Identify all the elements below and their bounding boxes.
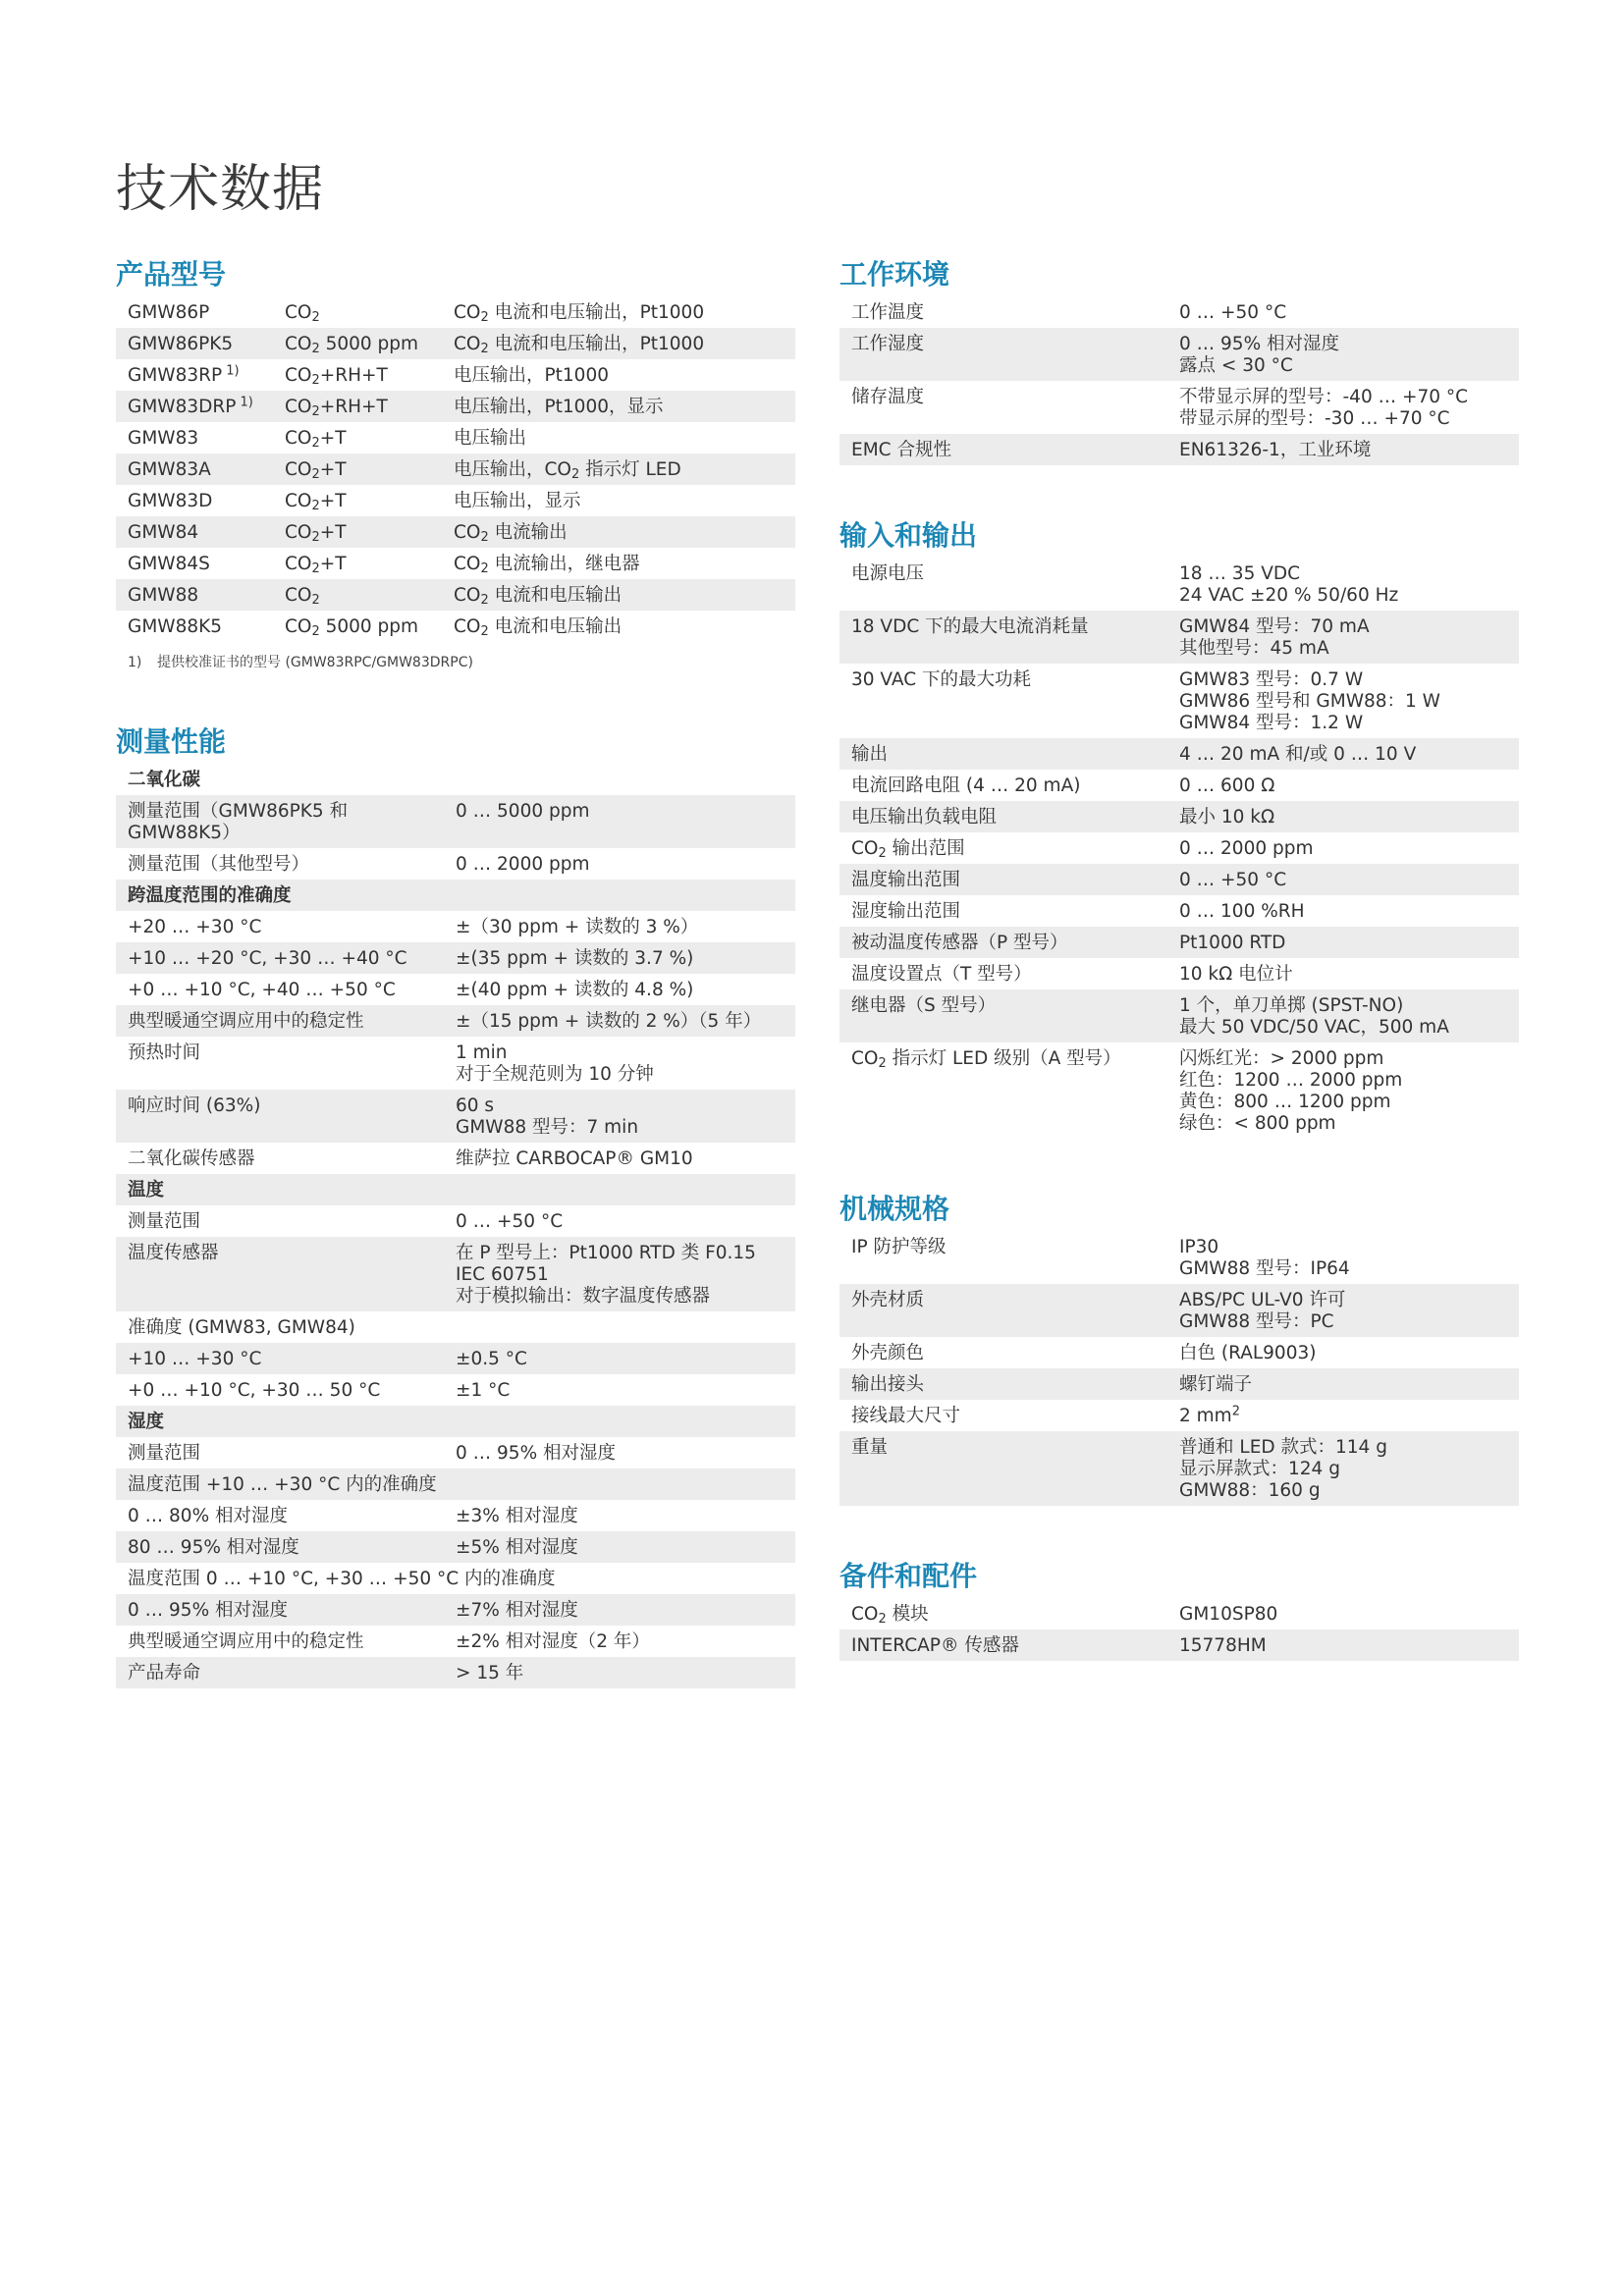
table-row [839,1598,1519,1629]
row-label: +10 … +30 °C [116,1343,444,1374]
row-value: 0 … 2000 ppm [456,854,590,875]
row-label: 测量范围 [128,1443,201,1464]
table-row [116,1037,795,1090]
row-label: 80 … 95% 相对湿度 [116,1531,444,1563]
row-label: 外壳材质 [839,1284,1167,1337]
row-label: EMC 合规性 [839,434,1167,465]
row-label: +10 … +20 °C, +30 … +40 °C [116,942,444,974]
mechanical-table [839,1231,1519,1506]
row-label: 产品寿命 [116,1657,444,1688]
table-row [116,1531,795,1563]
row-label: 电流回路电阻 (4 … 20 mA) [851,775,1081,796]
table-row [839,1400,1519,1431]
table-row [839,1629,1519,1661]
row-label: 测量范围（其他型号） [128,854,310,875]
row-value: GM10SP80 [1179,1604,1278,1625]
row-label: +20 … +30 °C [128,917,262,937]
table-row [839,664,1519,738]
row-label: 工作湿度 [839,328,1167,381]
table-row [116,1343,795,1374]
row-value: 白色 (RAL9003) [1179,1343,1317,1363]
row-value: ±0.5 °C [444,1343,795,1374]
row-value: 0 … 100 %RH [1179,901,1305,922]
row-label: 温度范围 0 … +10 °C, +30 … +50 °C 内的准确度 [128,1569,556,1589]
environment-section [839,253,1519,465]
row-label: 温度传感器 [116,1237,444,1311]
table-row [116,296,795,328]
table-row [116,485,795,516]
table-row [116,516,795,548]
row-label: 电压输出负载电阻 [839,801,1167,832]
table-row [116,359,795,391]
row-label: IP 防护等级 [851,1237,947,1257]
row-label: $CO_2$ 输出范围 [851,838,965,862]
row-label: 输出接头 [839,1368,1167,1400]
table-row [116,1005,795,1037]
table-row [116,1500,795,1531]
row-label: INTERCAP® 传感器 [839,1629,1167,1661]
table-row [116,1563,795,1594]
row-label: 预热时间 [128,1042,201,1063]
row-value: ±3% 相对湿度 [456,1506,578,1526]
subheading-humidity: 湿度 [116,1406,795,1437]
row-value: 18 … 35 VDC 24 VAC ±20 % 50/60 Hz [1179,563,1399,606]
model-gas: $CO_2$ [285,302,320,326]
section-title-product-models: 产品型号 [116,258,227,291]
section-title-accessories: 备件和配件 [839,1560,978,1592]
table-row [116,911,795,942]
footnote [128,654,795,671]
model-gas: $CO_2+T$ [273,516,442,548]
row-value: 4 … 20 mA 和/或 0 … 10 V [1167,738,1519,770]
row-value: 在 P 型号上：Pt1000 RTD 类 F0.15 IEC 60751 对于模拟输出：数字温度传感器 [444,1237,795,1311]
row-label: 温度设置点（T 型号） [851,964,1032,985]
table-row [839,895,1519,927]
row-value: 0 … 2000 ppm [1179,838,1314,859]
row-label: 典型暖通空调应用中的稳定性 [116,1005,444,1037]
subheading-co2: 二氧化碳 [128,770,201,790]
model-name: GMW86PK5 [116,328,273,359]
row-value: 0 … 600 Ω [1179,775,1275,796]
section-title-measurement: 测量性能 [116,725,227,758]
row-value: ABS/PC UL-V0 许可 GMW88 型号：PC [1167,1284,1519,1337]
row-value: 维萨拉 CARBOCAP® GM10 [456,1148,693,1169]
model-name: GMW83 [128,428,199,449]
model-name: GMW83A [116,454,273,485]
table-row [839,296,1519,328]
table-row [116,974,795,1005]
model-gas: $CO_2$ 5000 ppm [285,616,419,640]
row-value: 0 … 5000 ppm [444,795,795,848]
model-description: $CO_2$ 电流和电压输出 [442,579,795,611]
row-label: 湿度输出范围 [851,901,961,922]
table-row [116,1468,795,1500]
row-value: GMW84 型号：70 mA 其他型号：45 mA [1167,611,1519,664]
measurement-section [116,721,795,1688]
model-description: 电压输出 [454,428,527,449]
row-value: ±（30 ppm + 读数的 3 %） [456,917,699,937]
row-value: ±1 °C [456,1380,511,1401]
table-row [116,1205,795,1237]
table-row [839,328,1519,381]
io-section [839,514,1519,1139]
model-gas: $CO_2+T$ [285,428,347,452]
table-row [116,1657,795,1688]
footnote-text: 提供校准证书的型号 (GMW83RPC/GMW83DRPC) [157,655,473,670]
model-description: 电压输出，Pt1000，显示 [442,391,795,422]
table-row [116,422,795,454]
row-value: > 15 年 [444,1657,795,1688]
table-row [839,864,1519,895]
row-value: ±(40 ppm + 读数的 4.8 %) [456,980,694,1000]
row-value: 2 $mm^2$ [1179,1404,1240,1426]
row-value: 1 个，单刀单掷 (SPST-NO) 最大 50 VDC/50 VAC，500 mA [1167,989,1519,1042]
model-description: $CO_2$ 电流输出，继电器 [454,554,640,577]
model-gas: $CO_2+T$ [285,491,347,514]
section-title-environment: 工作环境 [839,258,950,291]
model-gas: $CO_2+T$ [285,554,347,577]
model-description: 电压输出，$CO_2$ 指示灯 LED [442,454,795,485]
row-label: 0 … 80% 相对湿度 [128,1506,289,1526]
table-row [839,434,1519,465]
row-value: Pt1000 RTD [1167,927,1519,958]
table-row [116,1594,795,1626]
model-name: GMW88K5 [128,616,223,637]
table-row [839,1231,1519,1284]
row-value: 1 min 对于全规范则为 10 分钟 [456,1042,654,1085]
table-row [116,1174,795,1205]
accessories-table [839,1598,1519,1661]
page-title: 技术数据 [116,160,325,219]
row-value: 0 … 95% 相对湿度 露点 < 30 °C [1167,328,1519,381]
model-description: $CO_2$ 电流和电压输出，Pt1000 [442,328,795,359]
row-label: 被动温度传感器（P 型号） [839,927,1167,958]
model-name: GMW83RP $^{1)}$ [128,363,240,386]
row-label: 测量范围 [128,1211,201,1232]
row-value: ±5% 相对湿度 [444,1531,795,1563]
row-label: 响应时间 (63%) [116,1090,444,1143]
model-description: $CO_2$ 电流和电压输出，Pt1000 [454,302,705,326]
table-row [116,880,795,911]
table-row [839,801,1519,832]
model-gas: $CO_2$ 5000 ppm [273,328,442,359]
table-row [116,1626,795,1657]
model-name: GMW88 [116,579,273,611]
row-value: 螺钉端子 [1167,1368,1519,1400]
model-description: $CO_2$ 电流输出 [442,516,795,548]
table-row [839,738,1519,770]
row-label: 测量范围（GMW86PK5 和 GMW88K5） [116,795,444,848]
right-column [839,253,1519,1661]
table-row [839,958,1519,989]
row-value: 0 … +50 °C [1179,302,1287,323]
row-label: 典型暖通空调应用中的稳定性 [128,1631,364,1652]
row-value: 普通和 LED 款式：114 g 显示屏款式：124 g GMW88：160 g [1167,1431,1519,1506]
row-label: 继电器（S 型号） [839,989,1167,1042]
row-value: IP30 GMW88 型号：IP64 [1179,1237,1350,1279]
row-value: 闪烁红光：> 2000 ppm 红色：1200 … 2000 ppm 黄色：800 … 1200 ppm 绿色：< 800 ppm [1179,1048,1403,1134]
row-value: ±（15 ppm + 读数的 2 %）（5 年） [444,1005,795,1037]
row-label: 温度输出范围 [839,864,1167,895]
row-label: +0 … +10 °C, +40 … +50 °C [128,980,396,1000]
environment-table [839,296,1519,465]
section-title-io: 输入和输出 [839,519,978,552]
row-label: 重量 [839,1431,1167,1506]
row-label: 二氧化碳传感器 [128,1148,255,1169]
row-value: 最小 10 kΩ [1167,801,1519,832]
model-description: $CO_2$ 电流和电压输出 [454,616,623,640]
left-column [116,253,795,1688]
table-row [116,942,795,974]
table-row [839,1284,1519,1337]
row-value: 0 … +50 °C [1167,864,1519,895]
row-value: ±7% 相对湿度 [444,1594,795,1626]
model-name: GMW83DRP $^{1)}$ [116,391,273,422]
table-row [839,381,1519,434]
mechanical-section [839,1188,1519,1506]
model-name: GMW84 [116,516,273,548]
accessories-section [839,1555,1519,1661]
row-label: 电源电压 [851,563,925,584]
table-row [839,1042,1519,1139]
row-value: EN61326-1，工业环境 [1167,434,1519,465]
model-description: 电压输出，Pt1000 [454,365,609,386]
row-label: 输出 [839,738,1167,770]
row-value: ±(35 ppm + 读数的 3.7 %) [444,942,795,974]
row-label: $CO_2$ 模块 [851,1604,929,1628]
table-row [839,558,1519,611]
section-title-mechanical: 机械规格 [839,1193,950,1225]
row-label: 储存温度 [851,387,925,407]
subheading-temperature: 温度 [116,1174,795,1205]
product-models-table [116,296,795,642]
table-row [116,579,795,611]
row-label: 30 VAC 下的最大功耗 [851,669,1032,690]
row-label: $CO_2$ 指示灯 LED 级别（A 型号） [851,1048,1121,1072]
row-label: 外壳颜色 [851,1343,925,1363]
table-row [116,1311,795,1343]
row-value: GMW83 型号：0.7 W GMW86 型号和 GMW88：1 W GMW84 型号：1.2 W [1179,669,1440,733]
row-value: 0 … +50 °C [456,1211,564,1232]
row-label: 工作温度 [851,302,925,323]
model-gas: $CO_2+T$ [273,454,442,485]
row-label: 温度范围 +10 … +30 °C 内的准确度 [116,1468,795,1500]
row-label: 准确度 (GMW83, GMW84) [128,1317,355,1338]
table-row [839,1368,1519,1400]
table-row [839,770,1519,801]
row-label: 0 … 95% 相对湿度 [116,1594,444,1626]
row-value: 10 kΩ 电位计 [1179,964,1293,985]
table-row [116,1143,795,1174]
table-row [116,1406,795,1437]
table-row [116,1437,795,1468]
footnote-mark: 1) [128,655,142,670]
row-value: 15778HM [1167,1629,1519,1661]
model-name: GMW84S [128,554,210,574]
row-value: 0 … 95% 相对湿度 [456,1443,617,1464]
row-label: 18 VDC 下的最大电流消耗量 [839,611,1167,664]
row-value: 不带显示屏的型号：-40 … +70 °C 带显示屏的型号：-30 … +70 °C [1179,387,1469,429]
table-row [116,1237,795,1311]
table-row [839,832,1519,864]
table-row [839,611,1519,664]
row-value: 60 s GMW88 型号：7 min [444,1090,795,1143]
table-row [116,391,795,422]
table-row [116,454,795,485]
model-name: GMW86P [128,302,210,323]
table-row [116,1090,795,1143]
model-description: 电压输出，显示 [454,491,581,511]
table-row [116,764,795,795]
model-name: GMW83D [128,491,213,511]
row-label: 接线最大尺寸 [851,1406,961,1426]
table-row [839,1431,1519,1506]
io-table [839,558,1519,1139]
table-row [839,927,1519,958]
product-models-section [116,253,795,671]
table-row [116,611,795,642]
table-row [116,1374,795,1406]
row-value: ±2% 相对湿度（2 年） [456,1631,650,1652]
table-row [116,848,795,880]
table-row [116,795,795,848]
table-row [839,1337,1519,1368]
model-gas: $CO_2+RH+T$ [273,391,442,422]
row-label: +0 … +10 °C, +30 … 50 °C [128,1380,381,1401]
table-row [116,328,795,359]
table-row [116,548,795,579]
measurement-table [116,764,795,1688]
model-gas: $CO_2$ [273,579,442,611]
table-row [839,989,1519,1042]
subheading-accuracy: 跨温度范围的准确度 [116,880,795,911]
model-gas: $CO_2+RH+T$ [285,365,388,389]
